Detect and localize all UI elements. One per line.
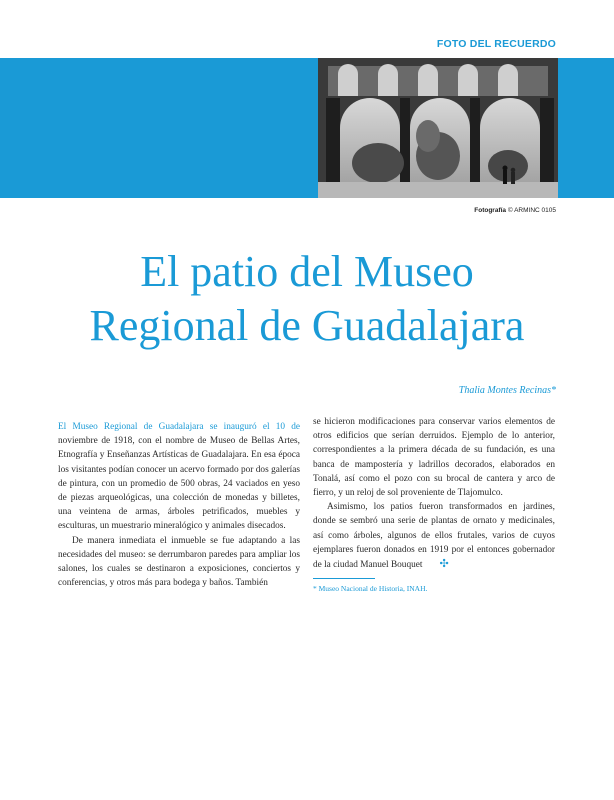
courtyard-photo [318,58,558,198]
body-column-1 [58,420,300,590]
lead-in-text: El Museo Regional de Guadalajara se inauguró el 10 de [58,422,300,432]
photo-credit-label: Fotografía [474,207,507,214]
photo-credit-source: © ARMINC 0105 [507,207,556,214]
paragraph-1-text: noviembre de 1918, con el nombre de Museo de Bellas Artes, Etnografía y Enseñanzas Artísticas de Guadalajara. En esa época los visitantes podían conocer un acervo formado por dos galerías de pintura, con un promedio de 500 obras, 24 vaciados en yeso de piezas arqueológicas, una colección de monedas y billetes, una veintena de armas, árboles petrificados, muebles y esculturas, un muestrario mineralógico y animales disecados. [58,436,300,532]
paragraph-3: se hicieron modificaciones para conservar varios elementos de otros edificios que serían derruidos. Ejemplo de lo anterior, correspondientes a la primera década de su fundación, es una banca de mampostería y ladrillos decorados, elaborados en Tonalá, así como el pozo con su brocal de cantera y arco de fierro, y un reloj de sol proveniente de Tlajomulco. [313,417,555,499]
footnote-divider [313,578,375,579]
paragraph-4 [313,500,555,572]
paragraph-4-text: Asimismo, los patios fueron transformados en jardines, donde se sembró una serie de plantas de ornato y medicinales, así como árboles, algunos de ellos frutales, varios de cuyos ejemplares fueron donados en 1919 por el entonces gobernador de la ciudad Manuel Bouquet [313,502,555,571]
paragraph-2: De manera inmediata el inmueble se fue adaptando a las necesidades del museo: se derrumbaron paredes para ampliar los salones, los cuales se destinaron a exposiciones, conciertos y conferencias, y otros más para bodega y baños. También [58,535,300,589]
title-line-1: El patio del Museo [140,247,474,296]
body-column-2 [313,415,555,572]
footnote [313,584,427,593]
photo-credit [474,207,556,214]
footnote-abbr: INAH. [406,584,428,593]
author-byline: Thalia Montes Recinas* [458,385,556,396]
paragraph-1 [58,420,300,534]
page-title [0,245,614,353]
footnote-text: * Museo Nacional de Historia, [313,584,405,593]
title-line-2: Regional de Guadalajara [89,301,525,350]
section-label: FOTO DEL RECUERDO [436,38,556,50]
end-ornament-icon: ✣ [439,558,449,571]
